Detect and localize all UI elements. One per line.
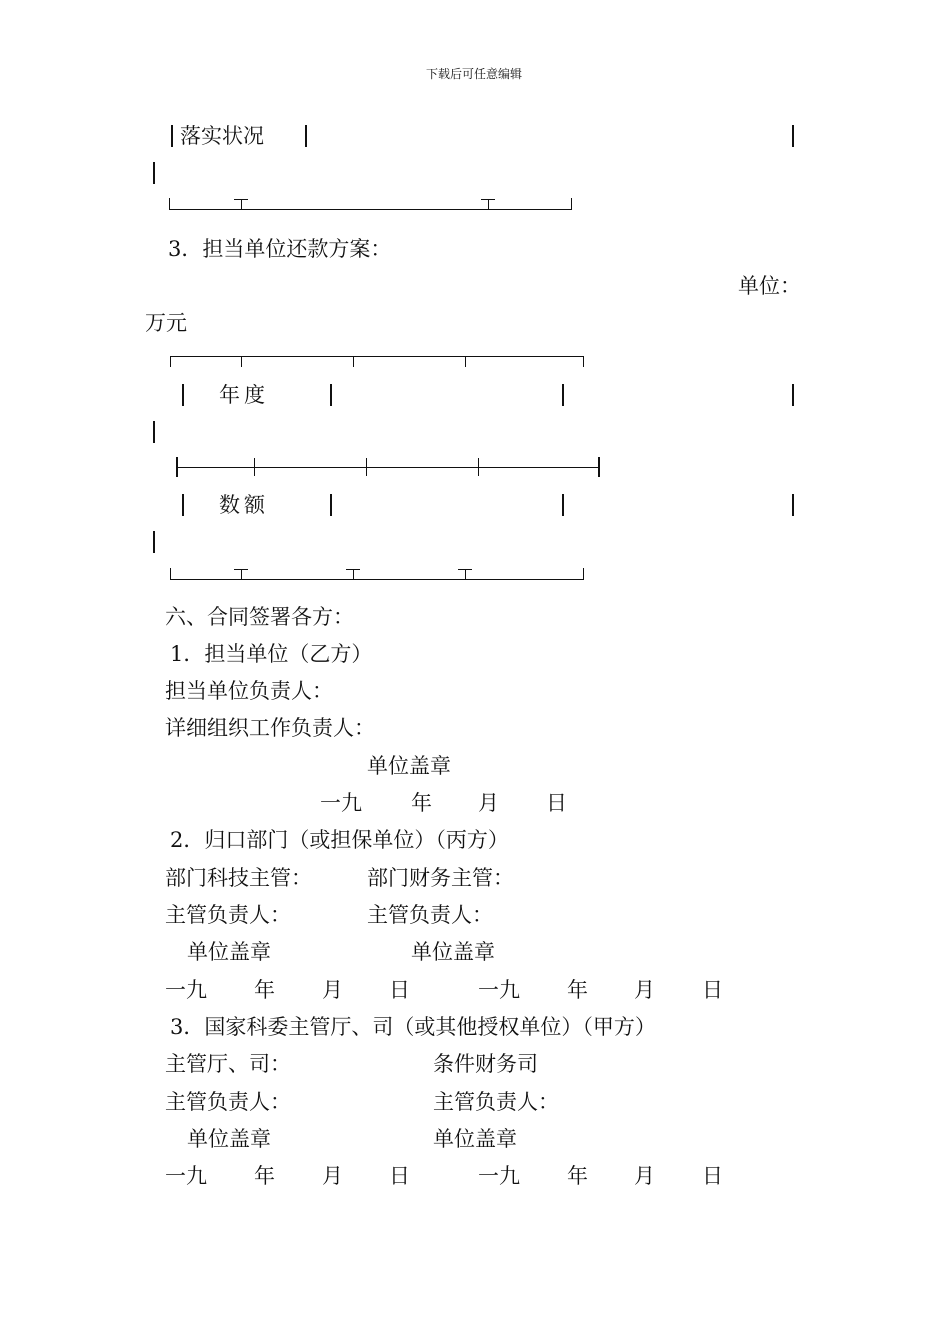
date-month: 月 xyxy=(634,1164,655,1188)
date-year-unit: 年 xyxy=(567,1164,588,1188)
date-day: 日 xyxy=(546,791,567,815)
table-border xyxy=(792,384,794,406)
table-border xyxy=(182,384,184,406)
party2-seal-left: 单位盖章 xyxy=(187,940,271,964)
date-year-unit: 年 xyxy=(411,791,432,815)
date-year: 一九 xyxy=(320,791,362,815)
table-border xyxy=(346,569,360,570)
table-border xyxy=(254,458,255,476)
date-month: 月 xyxy=(478,791,499,815)
party3-head-right: 主管负责人： xyxy=(433,1090,559,1114)
party3-dept: 主管厅、司： xyxy=(165,1052,291,1076)
table-border xyxy=(305,125,307,147)
table-border xyxy=(234,199,248,200)
row-label-amount: 数额 xyxy=(219,493,269,517)
table-border xyxy=(792,494,794,516)
table-border xyxy=(241,199,242,209)
table-border xyxy=(241,356,242,367)
table-border xyxy=(171,125,173,147)
date-year-unit: 年 xyxy=(254,978,275,1002)
party1-work-head: 详细组织工作负责人： xyxy=(165,716,375,740)
party2-head-left: 主管负责人： xyxy=(165,903,291,927)
table-border xyxy=(330,494,332,516)
party2-title: 2．归口部门（或担保单位）（丙方） xyxy=(170,828,509,852)
table-border xyxy=(465,356,466,367)
party2-seal-right: 单位盖章 xyxy=(411,940,495,964)
date-month: 月 xyxy=(634,978,655,1002)
party3-title: 3．国家科委主管厅、司（或其他授权单位）（甲方） xyxy=(170,1015,656,1039)
table-border xyxy=(234,569,248,570)
table-border xyxy=(153,531,155,553)
date-year-unit: 年 xyxy=(567,978,588,1002)
table-border xyxy=(176,467,600,468)
date-day: 日 xyxy=(389,978,410,1002)
unit-value: 万元 xyxy=(145,311,187,335)
signatories-heading: 六、合同签署各方： xyxy=(165,605,354,629)
table-border xyxy=(353,356,354,367)
party2-finance: 部门财务主管： xyxy=(367,866,514,890)
table-border xyxy=(488,199,489,209)
date-day: 日 xyxy=(702,1164,723,1188)
date-year: 一九 xyxy=(478,978,520,1002)
date-month: 月 xyxy=(322,978,343,1002)
repayment-heading: 3．担当单位还款方案： xyxy=(168,237,392,261)
table-border xyxy=(169,209,572,210)
page-header-note: 下载后可任意编辑 xyxy=(426,67,523,81)
table-border xyxy=(598,457,600,477)
table-border xyxy=(153,162,155,184)
party3-head-left: 主管负责人： xyxy=(165,1090,291,1114)
date-month: 月 xyxy=(322,1164,343,1188)
status-label: 落实状况 xyxy=(180,124,264,148)
table-border xyxy=(571,198,572,210)
table-border xyxy=(792,125,794,147)
party3-finance-dept: 条件财务司 xyxy=(433,1052,538,1076)
date-day: 日 xyxy=(702,978,723,1002)
date-year-unit: 年 xyxy=(254,1164,275,1188)
row-label-year: 年度 xyxy=(219,383,269,407)
party3-seal-right: 单位盖章 xyxy=(433,1127,517,1151)
table-border xyxy=(170,579,584,580)
table-border xyxy=(583,568,584,580)
table-border xyxy=(562,384,564,406)
table-border xyxy=(458,569,472,570)
table-border xyxy=(478,458,479,476)
table-border xyxy=(583,356,584,367)
unit-label: 单位： xyxy=(738,274,801,298)
table-border xyxy=(353,569,354,579)
table-border xyxy=(330,384,332,406)
party3-seal-left: 单位盖章 xyxy=(187,1127,271,1151)
date-year: 一九 xyxy=(165,978,207,1002)
table-border xyxy=(465,569,466,579)
table-border xyxy=(481,199,495,200)
party1-head: 担当单位负责人： xyxy=(165,679,333,703)
table-border xyxy=(562,494,564,516)
date-year: 一九 xyxy=(478,1164,520,1188)
table-border xyxy=(182,494,184,516)
date-year: 一九 xyxy=(165,1164,207,1188)
table-border xyxy=(153,421,155,443)
party2-tech: 部门科技主管： xyxy=(165,866,312,890)
table-border xyxy=(170,356,171,367)
table-border xyxy=(241,569,242,579)
party1-title: 1．担当单位（乙方） xyxy=(170,642,373,666)
date-day: 日 xyxy=(389,1164,410,1188)
table-border xyxy=(366,458,367,476)
party1-seal: 单位盖章 xyxy=(367,754,451,778)
party2-head-right: 主管负责人： xyxy=(367,903,493,927)
